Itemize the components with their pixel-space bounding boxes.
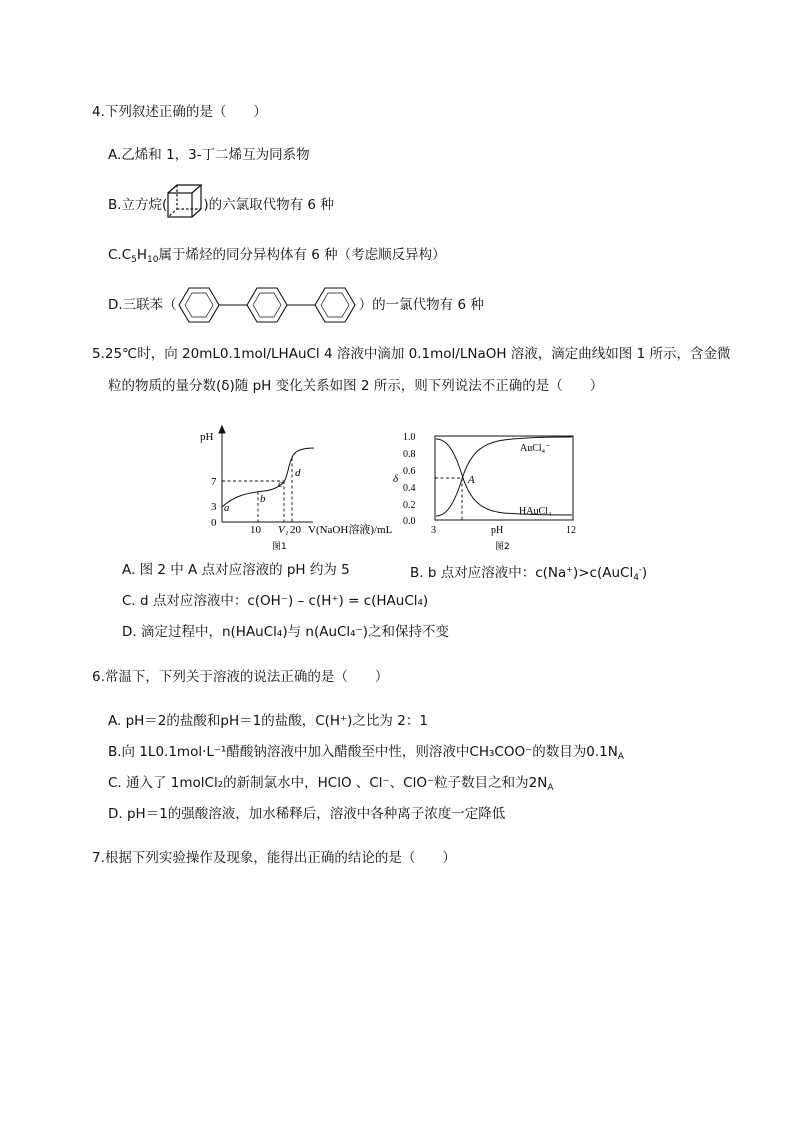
fig2-point-a: A xyxy=(468,474,475,486)
fig2-ytick-0.6: 0.6 xyxy=(403,466,416,477)
fig1-xtick-v1: V₁ xyxy=(278,524,289,536)
q4-option-b-post: )的六氯取代物有 6 种 xyxy=(203,197,334,213)
q6-b-sub: A xyxy=(617,752,624,762)
q4-d-pre: D.三联苯（ xyxy=(108,297,177,313)
q5-b-sup1: + xyxy=(566,565,573,574)
fig2-xtick-12: 12 xyxy=(566,525,576,536)
fig2-ytick-0.4: 0.4 xyxy=(403,483,416,494)
fig2-frame xyxy=(435,436,573,520)
q4-c-sub1: 5 xyxy=(131,255,137,265)
fig1-point-c: c xyxy=(278,478,283,490)
q5-b-pre: B. b 点对应溶液中：c(Na xyxy=(410,565,567,581)
q4-option-b-pre: B.立方烷( xyxy=(108,197,168,213)
cubane-structure xyxy=(167,195,203,215)
q4-c-text1: C.C xyxy=(108,247,132,263)
q6-option-d: D. pH＝1的强酸溶液，加水稀释后，溶液中各种离子浓度一定降低 xyxy=(108,806,506,822)
q5-b-post: ) xyxy=(641,565,648,581)
q5-b-sub: 4 xyxy=(633,573,639,583)
q6-c-text: C. 通入了 1molCl₂的新制氯水中，HClO 、Cl⁻、ClO⁻粒子数目之和为2N xyxy=(108,775,548,791)
fig1-y-arrow xyxy=(219,426,225,433)
figure-2-distribution xyxy=(393,425,598,555)
fig1-y-label: pH xyxy=(200,431,214,443)
q4-d-post: ）的一氯代物有 6 种 xyxy=(358,297,484,313)
q4-option-c xyxy=(108,245,446,270)
fig1-caption: 图1 xyxy=(272,542,287,552)
q4-option-a: A.乙烯和 1，3-丁二烯互为同系物 xyxy=(108,147,310,163)
q4-c-text3: 属于烯烃的同分异构体有 6 种（考虑顺反异构） xyxy=(158,247,446,263)
fig2-caption: 图2 xyxy=(495,542,510,552)
q5-option-a: A. 图 2 中 A 点对应溶液的 pH 约为 5 xyxy=(122,562,350,578)
q5-option-c: C. d 点对应溶液中：c(OH⁻) – c(H⁺) = c(HAuCl₄) xyxy=(122,593,429,609)
fig2-label-aucl4: AuCl₄⁻ xyxy=(520,443,551,454)
q6-option-a: A. pH＝2的盐酸和pH＝1的盐酸，C(H⁺)之比为 2：1 xyxy=(108,713,428,729)
q5-b-sup2: - xyxy=(638,565,642,574)
fig2-curve-hauc14 xyxy=(436,439,572,515)
q6-c-sub: A xyxy=(547,783,554,793)
q4-c-sub2: 10 xyxy=(147,255,159,265)
fig1-ytick-7: 7 xyxy=(211,476,217,488)
fig2-ytick-1.0: 1.0 xyxy=(403,432,416,443)
fig1-point-a: a xyxy=(224,502,230,514)
fig1-ytick-0: 0 xyxy=(211,517,217,529)
fig2-ytick-0.8: 0.8 xyxy=(403,449,416,460)
fig2-label-hauc14: HAuCl₄ xyxy=(519,506,552,517)
fig2-y-label: δ xyxy=(393,473,399,485)
q4-c-text2: H xyxy=(136,247,148,263)
fig2-curve-aucl4 xyxy=(436,437,572,516)
fig1-x-label: V(NaOH溶液)/mL xyxy=(308,524,393,536)
q4-option-b xyxy=(108,195,334,215)
fig1-xtick-20: 20 xyxy=(290,524,301,536)
q5-option-d: D. 滴定过程中，n(HAuCl₄)与 n(AuCl₄⁻)之和保持不变 xyxy=(122,624,449,640)
fig2-ytick-0.0: 0.0 xyxy=(403,516,416,527)
q5-b-mid: )>c(AuCl xyxy=(572,565,634,581)
fig1-xtick-10: 10 xyxy=(250,524,261,536)
q7-stem: 7.根据下列实验操作及现象，能得出正确的结论的是（ ） xyxy=(92,850,456,866)
q4-stem: 4.下列叙述正确的是（ ） xyxy=(92,104,267,120)
fig1-point-d: d xyxy=(295,467,301,479)
q5-stem-line1: 5.25℃时，向 20mL0.1mol/LHAuCl 4 溶液中滴加 0.1mol/LNaOH 溶液，滴定曲线如图 1 所示，含金微 xyxy=(92,346,731,362)
q5-option-b xyxy=(410,560,647,588)
q4-option-d xyxy=(108,295,484,315)
q5-stem-line2: 粒的物质的量分数(δ)随 pH 变化关系如图 2 所示，则下列说法不正确的是（ ） xyxy=(108,378,604,394)
q6-stem: 6.常温下，下列关于溶液的说法正确的是（ ） xyxy=(92,669,389,685)
q6-b-text: B.向 1L0.1mol·L⁻¹醋酸钠溶液中加入醋酸至中性，则溶液中CH₃COO⁻的数目为0.1N xyxy=(108,744,618,760)
terphenyl-structure xyxy=(177,295,359,315)
figure-1-titration xyxy=(198,420,418,555)
q6-option-b xyxy=(108,742,624,767)
fig2-ytick-0.2: 0.2 xyxy=(403,500,416,511)
fig2-x-label: pH xyxy=(491,525,504,536)
fig1-ytick-3: 3 xyxy=(211,501,217,513)
fig1-point-b: b xyxy=(260,493,266,505)
q6-option-c xyxy=(108,773,553,798)
fig2-xtick-3: 3 xyxy=(431,525,436,536)
